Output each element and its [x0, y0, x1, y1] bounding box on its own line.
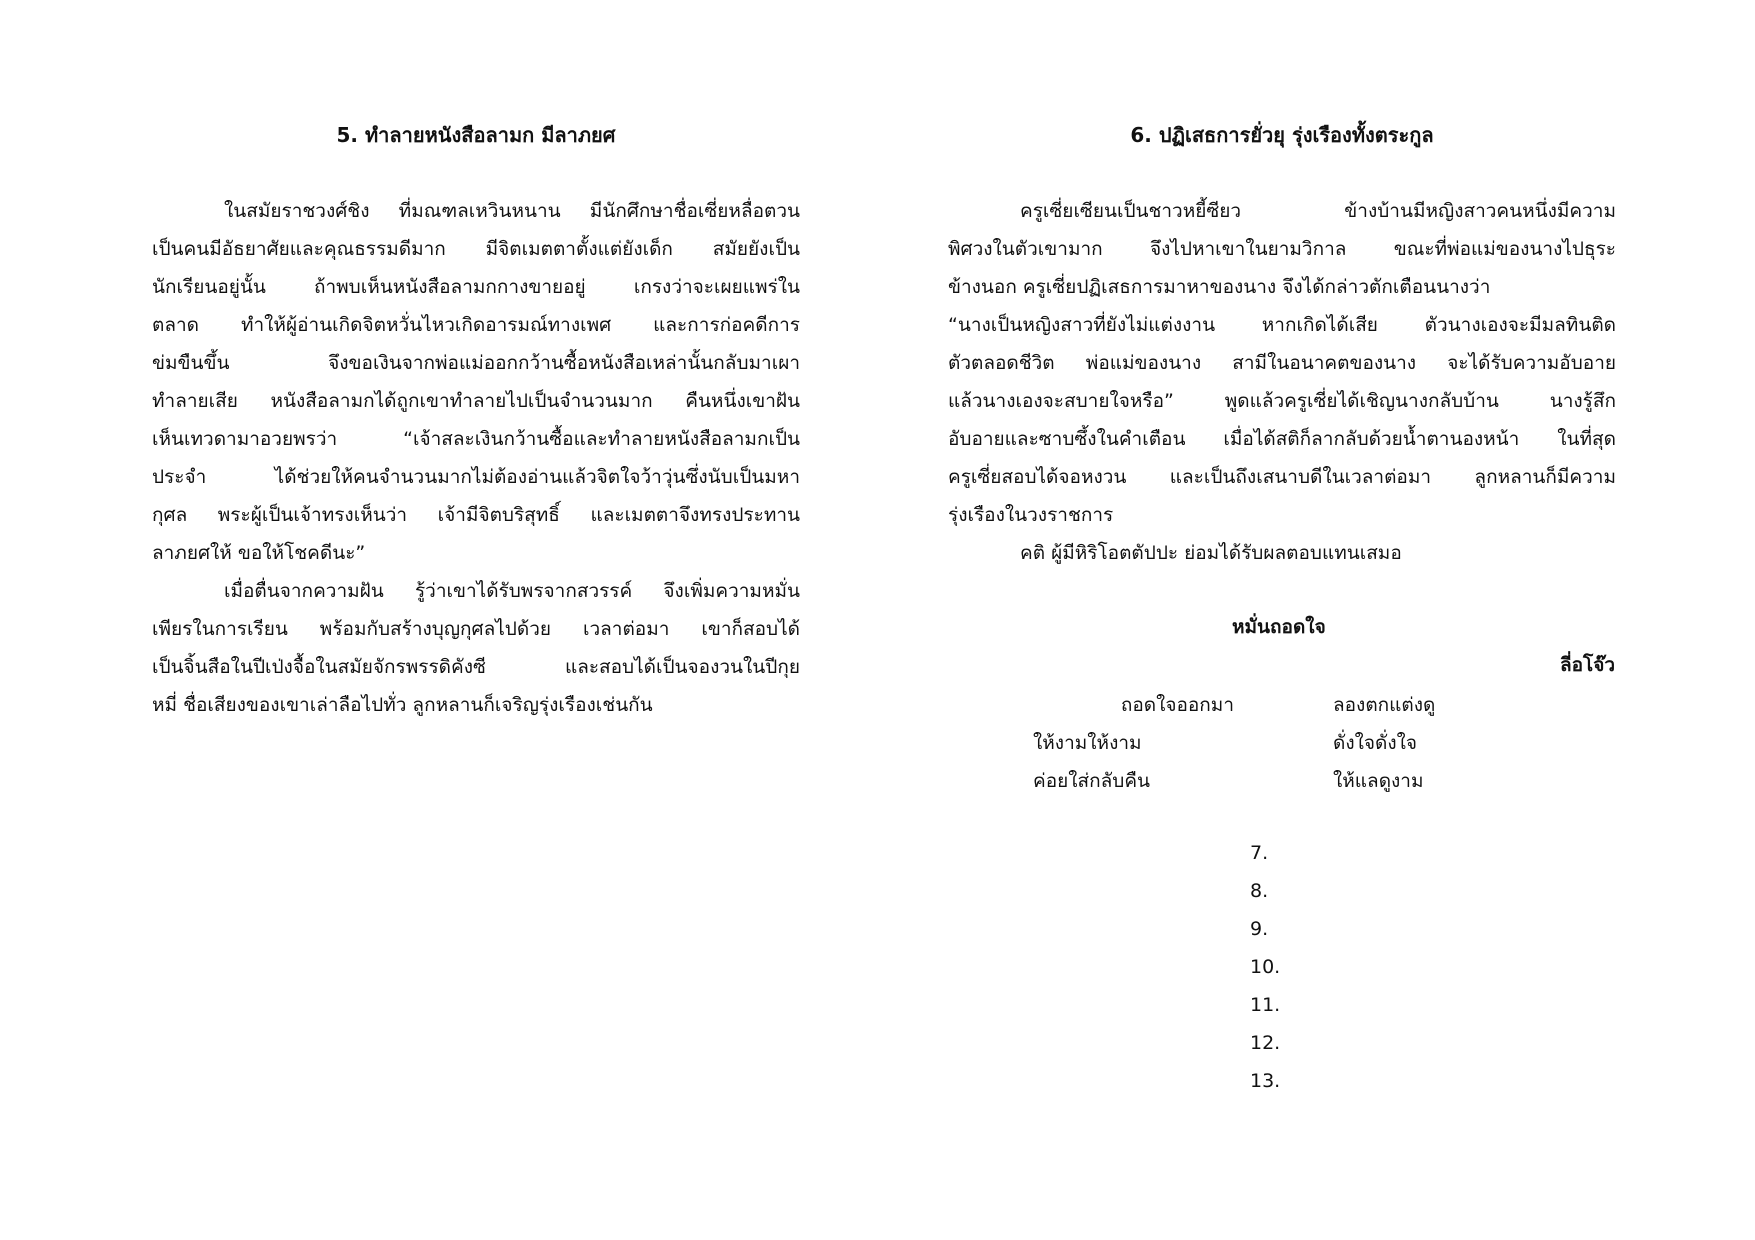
poem-line-left: ถอดใจออกมา	[1120, 694, 1234, 716]
story-5-line: ลาภยศให้ ขอให้โชคดีนะ”	[152, 542, 366, 564]
story-6-line: ตัวตลอดชีวิต พ่อแม่ของนาง สามีในอนาคตของนาง จะได้รับความอับอาย	[948, 352, 1616, 374]
story-6-line: ข้างนอก ครูเซี่ยปฏิเสธการมาหาของนาง จึงได้กล่าวตักเตือนนางว่า	[948, 276, 1491, 298]
story-5-body	[152, 192, 800, 724]
story-6-line: ครูเซี่ยสอบได้จอหงวน และเป็นถึงเสนาบดีในเวลาต่อมา ลูกหลานก็มีความ	[948, 466, 1616, 488]
story-6-line: อับอายและซาบซึ้งในคำเตือน เมื่อได้สติก็ลากลับด้วยน้ำตานองหน้า ในที่สุด	[948, 428, 1616, 450]
story-6-line: รุ่งเรืองในวงราชการ	[948, 504, 1114, 526]
list-item: 10.	[1250, 956, 1281, 978]
story-5-line: ประจำ ได้ช่วยให้คนจำนวนมากไม่ต้องอ่านแล้วจิตใจว้าวุ่นซึ่งนับเป็นมหา	[152, 466, 800, 488]
list-item: 7.	[1250, 842, 1269, 864]
story-5-line: ตลาด ทำให้ผู้อ่านเกิดจิตหวั่นไหวเกิดอารมณ์ทางเพศ และการก่อคดีการ	[152, 314, 800, 336]
list-item: 13.	[1250, 1070, 1281, 1092]
story-5-line: ข่มขืนขึ้น จึงขอเงินจากพ่อแม่ออกกว้านซื้อหนังสือเหล่านั้นกลับมาเผา	[152, 352, 800, 374]
story-5-line: นักเรียนอยู่นั้น ถ้าพบเห็นหนังสือลามกกางขายอยู่ เกรงว่าจะเผยแพร่ใน	[152, 276, 800, 298]
numbered-list	[1250, 834, 1280, 1100]
story-5-line: ทำลายเสีย หนังสือลามกได้ถูกเขาทำลายไปเป็นจำนวนมาก คืนหนึ่งเขาฝัน	[152, 390, 800, 412]
poem-line-left: ให้งามให้งาม	[1033, 732, 1142, 754]
story-5-line: เพียรในการเรียน พร้อมกับสร้างบุญกุศลไปด้วย เวลาต่อมา เขาก็สอบได้	[152, 618, 800, 640]
story-5-title: 5. ทำลายหนังสือลามก มีลาภยศ	[336, 123, 616, 147]
poem-line-right: ดั่งใจดั่งใจ	[1333, 732, 1418, 754]
poem-author: ลี่อโจ๊ว	[1559, 654, 1615, 676]
story-6-body	[948, 192, 1616, 572]
story-6-line: แล้วนางเองจะสบายใจหรือ” พูดแล้วครูเซี่ยได้เชิญนางกลับบ้าน นางรู้สึก	[948, 390, 1616, 412]
list-item: 8.	[1250, 880, 1269, 902]
story-5-line: เป็นจิ้นสือในปีเป่งจื้อในสมัยจักรพรรดิคังซี และสอบได้เป็นจองวนในปีกุย	[152, 656, 800, 678]
poem-line-right: ให้แลดูงาม	[1333, 770, 1424, 792]
story-5-line: เป็นคนมีอัธยาศัยและคุณธรรมดีมาก มีจิตเมตตาตั้งแต่ยังเด็ก สมัยยังเป็น	[152, 238, 800, 260]
left-page	[152, 0, 800, 1240]
story-6-moral: คติ ผู้มีหิริโอตตัปปะ ย่อมได้รับผลตอบแทนเสมอ	[1020, 542, 1402, 564]
story-5-line: กุศล พระผู้เป็นเจ้าทรงเห็นว่า เจ้ามีจิตบริสุทธิ์ และเมตตาจึงทรงประทาน	[152, 504, 800, 526]
list-item: 9.	[1250, 918, 1269, 940]
story-5-line: ในสมัยราชวงศ์ชิง ที่มณฑลเหวินหนาน มีนักศึกษาชื่อเซี่ยหลื่อตวน	[224, 200, 800, 222]
story-5-line: เมื่อตื่นจากความฝัน รู้ว่าเขาได้รับพรจากสวรรค์ จึงเพิ่มความหมั่น	[224, 580, 800, 602]
story-6-line: “นางเป็นหญิงสาวที่ยังไม่แต่งงาน หากเกิดได้เสีย ตัวนางเองจะมีมลทินติด	[948, 314, 1616, 336]
story-6-line: ครูเซี่ยเซียนเป็นชาวหยี้ซียว ข้างบ้านมีหญิงสาวคนหนึ่งมีความ	[1020, 200, 1616, 222]
list-item: 11.	[1250, 994, 1281, 1016]
poem-line-left: ค่อยใส่กลับคืน	[1033, 770, 1151, 792]
poem-line-right: ลองตกแต่งดู	[1333, 694, 1436, 716]
story-5-line: หมี่ ชื่อเสียงของเขาเล่าลือไปทั่ว ลูกหลานก็เจริญรุ่งเรืองเช่นกัน	[152, 694, 653, 716]
poem-title: หมั่นถอดใจ	[1232, 616, 1326, 638]
story-6-title: 6. ปฏิเสธการยั่วยุ รุ่งเรืองทั้งตระกูล	[1130, 123, 1434, 147]
story-5-line: เห็นเทวดามาอวยพรว่า “เจ้าสละเงินกว้านซื้อและทำลายหนังสือลามกเป็น	[152, 428, 800, 450]
list-item: 12.	[1250, 1032, 1281, 1054]
story-6-line: พิศวงในตัวเขามาก จึงไปหาเขาในยามวิกาล ขณะที่พ่อแม่ของนางไปธุระ	[948, 238, 1616, 260]
